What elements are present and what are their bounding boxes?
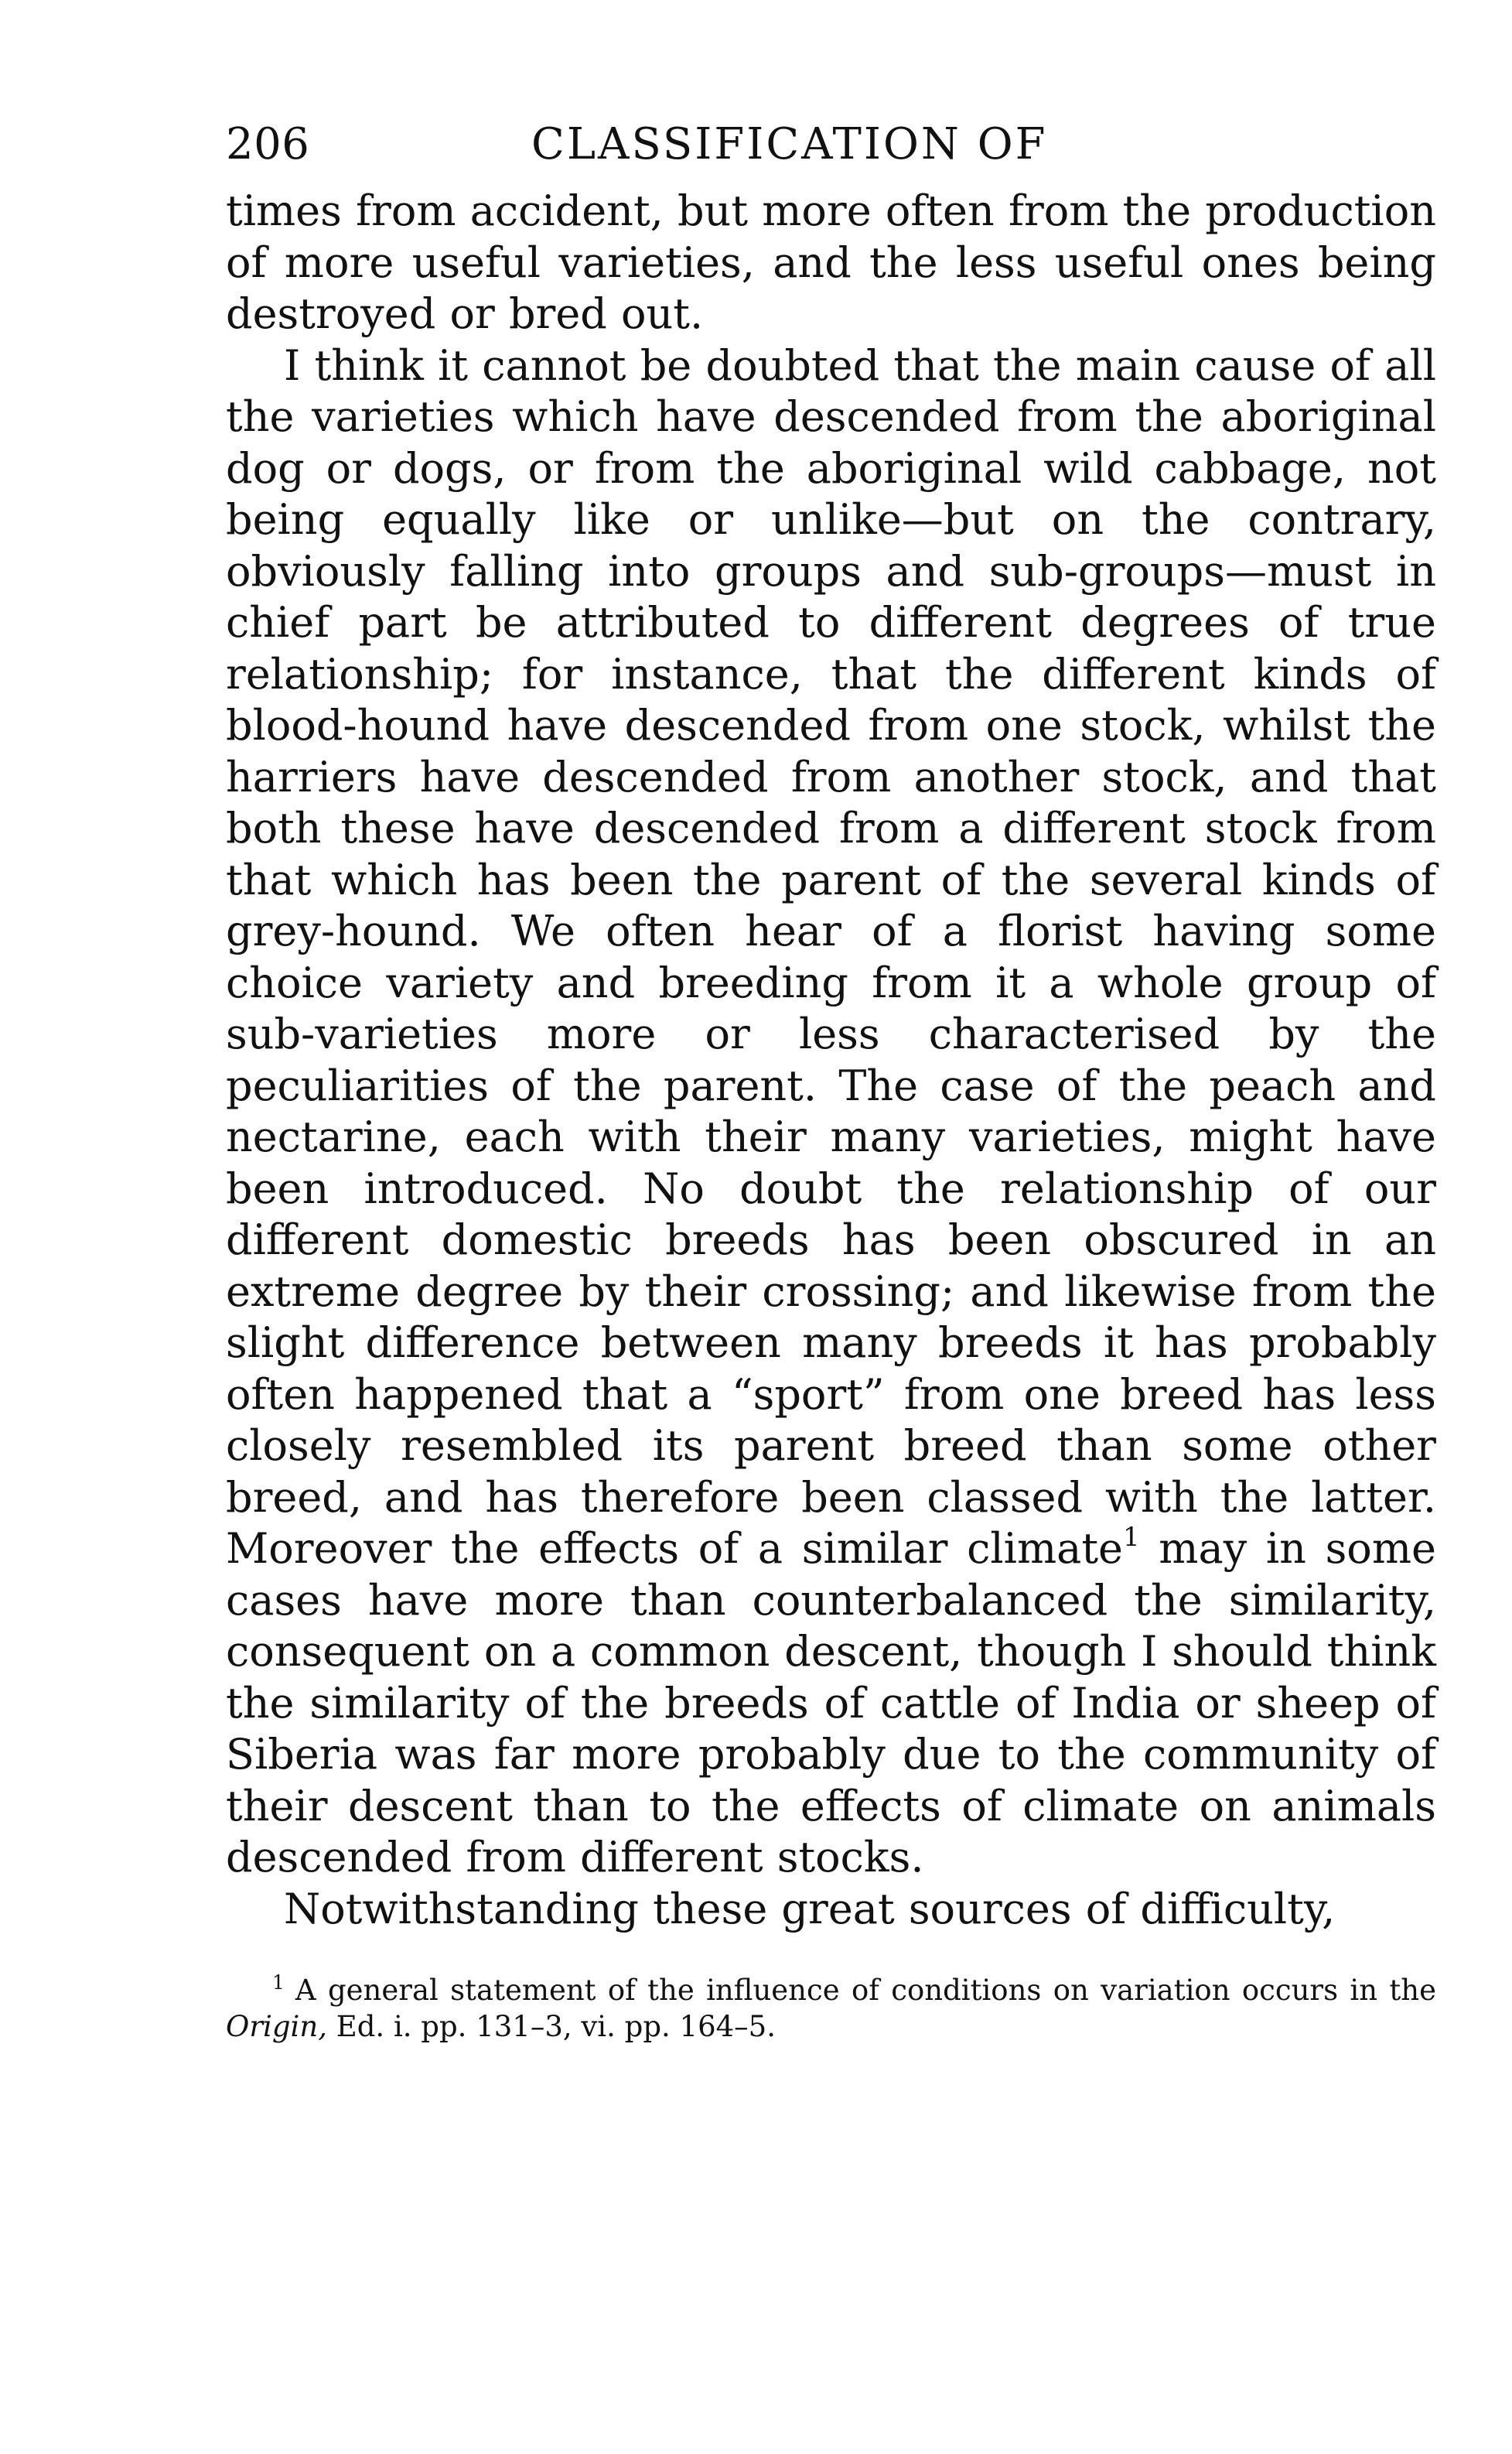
running-title: CLASSIFICATION OF	[531, 119, 1048, 169]
book-page	[226, 116, 1436, 2045]
footnote-text-after-title: Ed. i. pp. 131–3, vi. pp. 164–5.	[326, 2010, 776, 2043]
closing-paragraph: Notwithstanding these great sources of difficulty,	[284, 1884, 1336, 1933]
footnote-text-before-title: A general statement of the influence of conditions on variation occurs in the	[295, 1974, 1436, 2007]
paragraph-text-after-footnote: may in some cases have more than counterbalanced the similarity, consequent on a common descent, though I should think the similarity of the breeds of cattle of India or sheep of Siberia was far more probably due to the community of their descent than to the effects of climate on animals descended from different stocks.	[226, 1524, 1436, 1882]
running-head	[226, 116, 1436, 173]
main-text	[226, 186, 1436, 1935]
paragraph-text-before-footnote: I think it cannot be doubted that the main cause of all the varieties which have descended from the aboriginal dog or dogs, or from the aboriginal wild cabbage, not being equally like or unlike—but on the contrary, obviously falling into groups and sub-groups—must in chief part be attributed to different degrees of true relationship; for instance, that the different kinds of blood-hound have descended from one stock, whilst the harriers have descended from another stock, and that both these have descended from a different stock from that which has been the parent of the several kinds of grey-hound. We often hear of a florist having some choice variety and breeding from it a whole group of sub-varieties more or less characterised by the peculiarities of the parent. The case of the peach and nectarine, each with their many varieties, might have been introduced. No doubt the relationship of our different domestic breeds has been obscured in an extreme degree by their crossing; and likewise from the slight difference between many breeds it has probably often happened that a “sport” from one breed has less closely resembled its parent breed than some other breed, and has therefore been classed with the latter. Moreover the effects of a similar climate	[226, 340, 1436, 1573]
continued-paragraph: times from accident, but more often from the production of more useful varieties, and the less useful ones being destroyed or bred out.	[226, 186, 1436, 338]
footnote	[226, 1972, 1436, 2045]
page-number: 206	[226, 119, 310, 169]
footnote-mark: 1	[272, 1971, 285, 1994]
footnote-reference: 1	[1123, 1522, 1140, 1553]
footnote-book-title: Origin,	[226, 2010, 327, 2043]
main-paragraph	[226, 340, 1436, 1884]
